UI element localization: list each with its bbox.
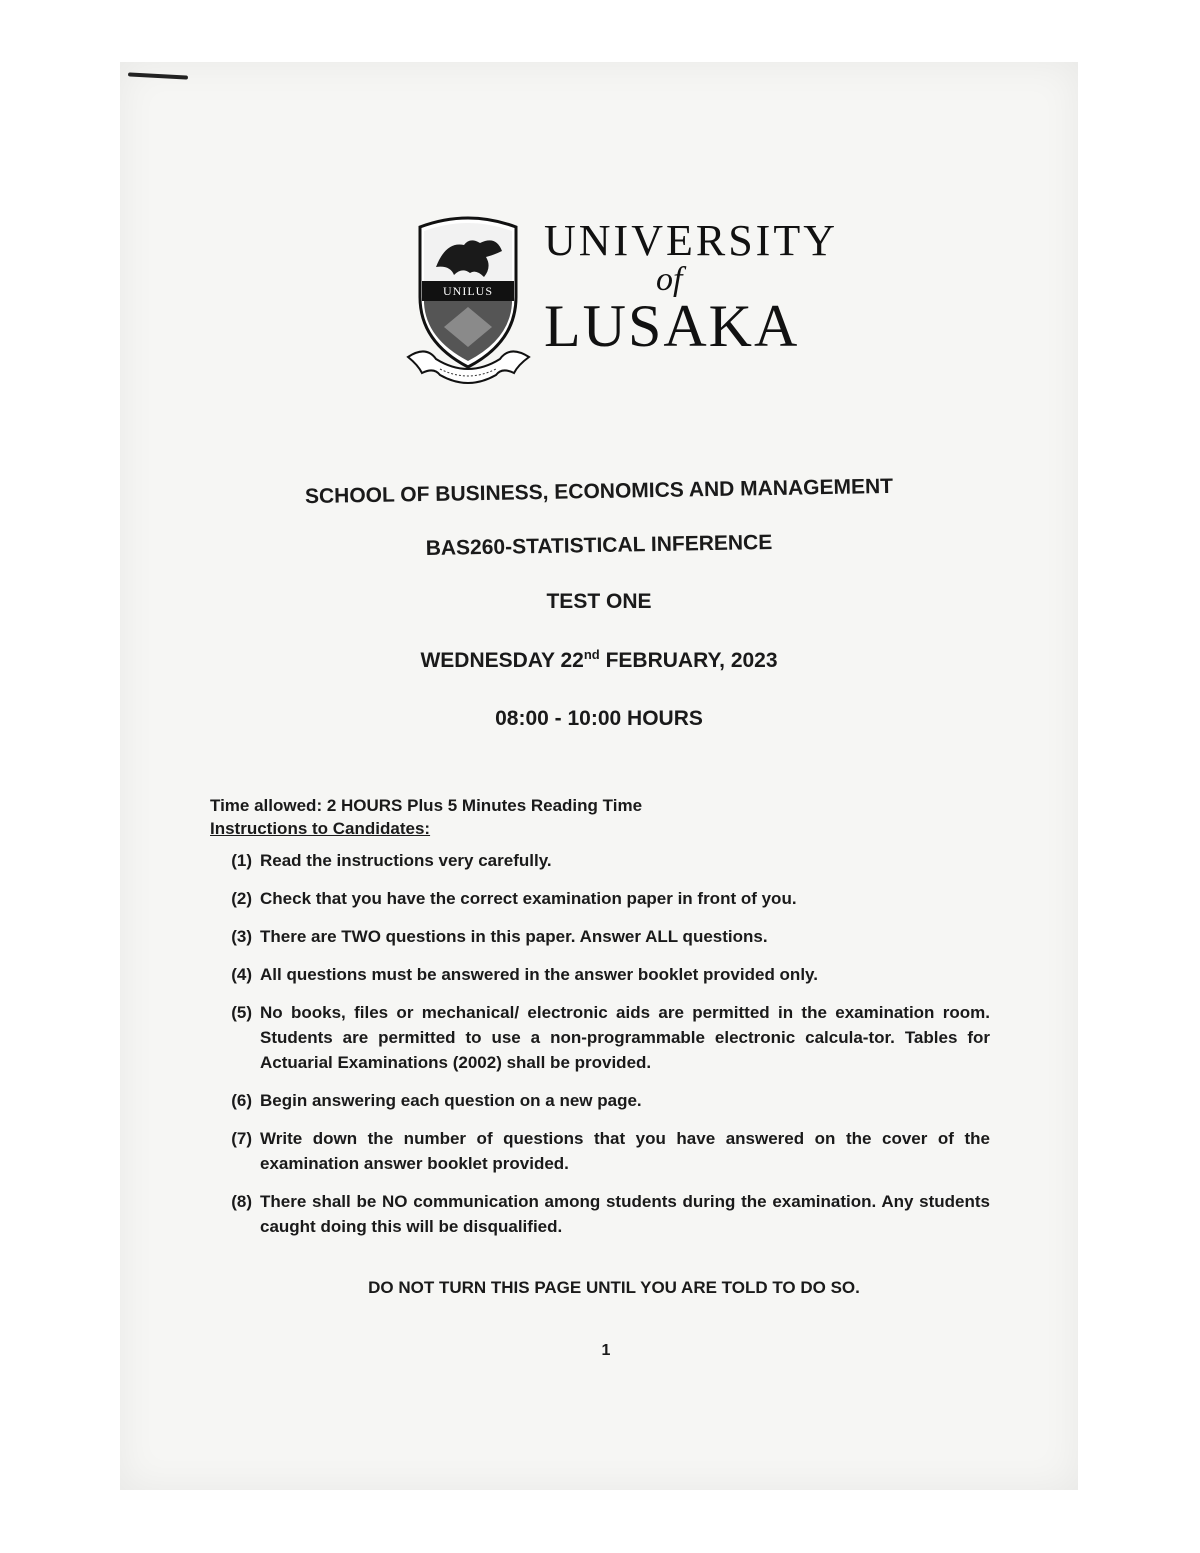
university-wordmark bbox=[544, 216, 838, 359]
instructions-section bbox=[210, 794, 990, 1252]
instruction-number: (8) bbox=[231, 1192, 252, 1211]
exam-date bbox=[120, 647, 1078, 673]
instruction-number: (7) bbox=[231, 1129, 252, 1148]
instruction-text: There shall be NO communication among students during the examination. Any students caught doing this will be disqualified. bbox=[260, 1192, 990, 1236]
test-title: TEST ONE bbox=[546, 590, 652, 613]
instruction-number: (3) bbox=[231, 927, 252, 946]
instruction-item bbox=[210, 962, 990, 987]
time-allowed: Time allowed: 2 HOURS Plus 5 Minutes Reading Time bbox=[210, 796, 643, 815]
instruction-text: Begin answering each question on a new page. bbox=[260, 1091, 642, 1110]
school-title: SCHOOL OF BUSINESS, ECONOMICS AND MANAGEMENT bbox=[304, 474, 894, 509]
page-number: 1 bbox=[601, 1342, 611, 1359]
wordmark-of: of bbox=[656, 261, 683, 298]
instruction-text: There are TWO questions in this paper. Answer ALL questions. bbox=[260, 927, 768, 946]
instruction-number: (1) bbox=[231, 851, 252, 870]
course-title: BAS260-STATISTICAL INFERENCE bbox=[425, 530, 773, 561]
instruction-item bbox=[210, 1189, 990, 1239]
date-suffix: nd bbox=[583, 647, 600, 662]
instructions-list bbox=[210, 848, 990, 1239]
instruction-number: (4) bbox=[231, 965, 252, 984]
instructions-title: Instructions to Candidates: bbox=[210, 819, 431, 838]
instruction-item bbox=[210, 1088, 990, 1113]
date-prefix: WEDNESDAY 22 bbox=[420, 649, 584, 672]
instruction-text: Check that you have the correct examination paper in front of you. bbox=[260, 889, 797, 908]
instruction-text: Read the instructions very carefully. bbox=[260, 851, 552, 870]
instruction-item bbox=[210, 886, 990, 911]
exam-headings bbox=[120, 474, 1078, 731]
crest-label: UNILUS bbox=[443, 284, 493, 298]
instruction-item bbox=[210, 1000, 990, 1075]
instruction-number: (5) bbox=[231, 1003, 252, 1022]
instruction-item bbox=[210, 1126, 990, 1176]
instruction-text: All questions must be answered in the answer booklet provided only. bbox=[260, 965, 818, 984]
university-logo bbox=[406, 207, 838, 387]
instruction-text: No books, files or mechanical/ electronic aids are permitted in the examination room. Students are permitted to use a non-programmable electronic calcula-tor. Tables for Actuarial Examinations (2002) shall be provided. bbox=[260, 1003, 990, 1072]
wordmark-lusaka: LUSAKA bbox=[544, 293, 800, 359]
instruction-number: (2) bbox=[231, 889, 252, 908]
instruction-item bbox=[210, 924, 990, 949]
instruction-text: Write down the number of questions that you have answered on the cover of the examination answer booklet provided. bbox=[260, 1129, 990, 1173]
exam-time: 08:00 - 10:00 HOURS bbox=[495, 707, 703, 730]
instruction-item bbox=[210, 848, 990, 873]
exam-page bbox=[120, 62, 1078, 1490]
closing-notice: DO NOT TURN THIS PAGE UNTIL YOU ARE TOLD TO DO SO. bbox=[368, 1278, 860, 1297]
wordmark-university: UNIVERSITY bbox=[544, 216, 838, 265]
date-rest: FEBRUARY, 2023 bbox=[599, 649, 778, 672]
instruction-number: (6) bbox=[231, 1091, 252, 1110]
pen-mark bbox=[128, 72, 188, 79]
